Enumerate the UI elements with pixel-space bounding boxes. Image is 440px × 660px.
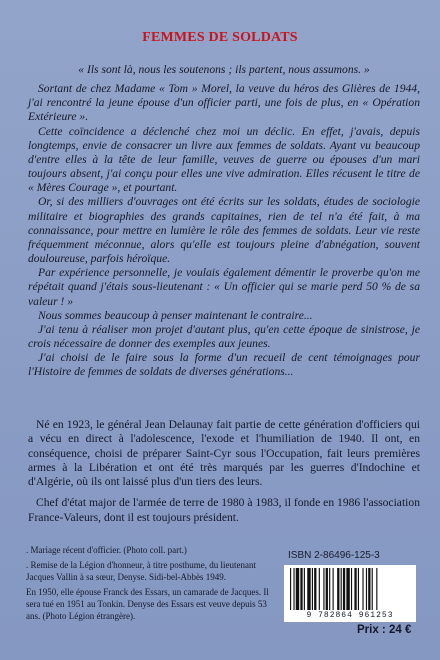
intro-paragraph: Sortant de chez Madame « Tom » Morel, la veuve du héros des Glières de 1944, j'ai rencontré la jeune épouse d'un officier parti, une fois de plus, en « Opération Extérieure ». bbox=[28, 82, 420, 124]
barcode-bar bbox=[368, 568, 370, 610]
barcode-bar bbox=[362, 568, 363, 610]
intro-paragraph: J'ai tenu à réaliser mon projet d'autant plus, qu'en cette époque de sinistrose, je crois nécessaire de donner des exemples aux jeunes. bbox=[28, 322, 420, 350]
intro-paragraph: J'ai choisi de le faire sous la forme d'un recueil de cent témoignages pour l'Histoire de femmes de soldats de diverses générations... bbox=[28, 351, 420, 379]
barcode-bar bbox=[337, 568, 339, 610]
photo-captions bbox=[26, 545, 276, 625]
price-label: Prix : 24 € bbox=[357, 624, 412, 636]
barcode-bar bbox=[351, 568, 352, 610]
barcode-bar bbox=[304, 568, 305, 610]
barcode-bar bbox=[323, 568, 324, 610]
barcode-bar bbox=[333, 568, 334, 610]
barcode-bar bbox=[329, 568, 330, 610]
barcode-bar bbox=[296, 568, 299, 610]
epigraph-quote: « Ils sont là, nous les soutenons ; ils partent, nous assumons. » bbox=[78, 63, 370, 76]
isbn-label: ISBN 2-86496-125-3 bbox=[288, 550, 380, 561]
barcode-bar bbox=[343, 568, 345, 610]
barcode-bar bbox=[354, 568, 356, 610]
intro-text bbox=[28, 63, 420, 379]
bio-paragraph: Né en 1923, le général Jean Delaunay fait partie de cette génération d'officiers qui a vécu en direct à l'adolescence, l'exode et l'humiliation de 1940. Il ont, en conséquence, choisi de préparer Saint-Cyr sous l'Occupation, fait leurs premières armes à la Libération et ont été très marqués par les guerres d'Indochine et d'Algérie, où ils ont laissé plus d'un tiers des leurs. bbox=[28, 418, 420, 489]
barcode-bar bbox=[314, 568, 316, 610]
barcode-bar bbox=[319, 568, 320, 610]
intro-paragraph: Nous sommes beaucoup à penser maintenant le contraire... bbox=[38, 308, 313, 322]
barcode-bars-icon bbox=[288, 568, 412, 611]
barcode-bar bbox=[290, 568, 291, 610]
barcode-bar bbox=[293, 568, 294, 610]
barcode-bar bbox=[312, 568, 313, 610]
photo-caption: . Mariage récent d'officier. (Photo coll. part.) bbox=[26, 545, 187, 555]
barcode-bar bbox=[326, 568, 328, 610]
intro-paragraph: Par expérience personnelle, je voulais également démentir le proverbe qu'on me répétait quand j'étais sous-lieutenant : « Un officier qui se marie perd 50 % de sa valeur ! » bbox=[28, 266, 420, 308]
barcode bbox=[284, 565, 416, 611]
barcode-bar bbox=[341, 568, 342, 610]
barcode-bar bbox=[307, 568, 310, 610]
author-bio bbox=[28, 418, 420, 532]
book-title: FEMMES DE SOLDATS bbox=[142, 30, 298, 45]
bio-paragraph: Chef d'état major de l'armée de terre de 1980 à 1983, il fonde en 1986 l'association France-Valeurs, dont il est toujours président. bbox=[28, 496, 420, 524]
barcode-bar bbox=[358, 568, 359, 610]
intro-paragraph: Or, si des milliers d'ouvrages ont été écrits sur les soldats, études de sociologie militaire et biographies des grands capitaines, rien de tel n'a été fait, à ma connaissance, pour mettre en lumière le rôle des femmes de soldats. Leur vie reste fréquemment méconnue, alors qu'elle est toujours pleine d'abnégation, souvent douloureuse, parfois héroïque. bbox=[28, 195, 420, 266]
barcode-bar bbox=[366, 568, 367, 610]
barcode-bar bbox=[372, 568, 373, 610]
intro-paragraph: Cette coïncidence a déclenché chez moi un déclic. En effet, j'avais, depuis longtemps, envie de consacrer un livre aux femmes de soldats. Ayant vu beaucoup d'entre elles à la tête de leur famille, veuves de guerre ou épouses d'un mari toujours absent, j'ai conçu pour elles une vive admiration. Elles récusent le titre de « Mères Courage », et pourtant. bbox=[28, 124, 420, 195]
barcode-bar bbox=[346, 568, 349, 610]
photo-caption: . Remise de la Légion d'honneur, à titre posthume, du lieutenant Jacques Vallin à sa sœur, Denyse. Sidi-bel-Abbès 1949. bbox=[26, 559, 256, 582]
barcode-bar bbox=[376, 568, 377, 610]
barcode-number: 9 782864 961253 bbox=[284, 611, 416, 622]
photo-caption: En 1950, elle épouse Franck des Essars, un camarade de Jacques. Il sera tué en 1951 au Tonkin. Denyse des Essars est veuve depuis 53 ans. (Photo Légion étrangère). bbox=[26, 586, 269, 621]
barcode-bar bbox=[300, 568, 302, 610]
